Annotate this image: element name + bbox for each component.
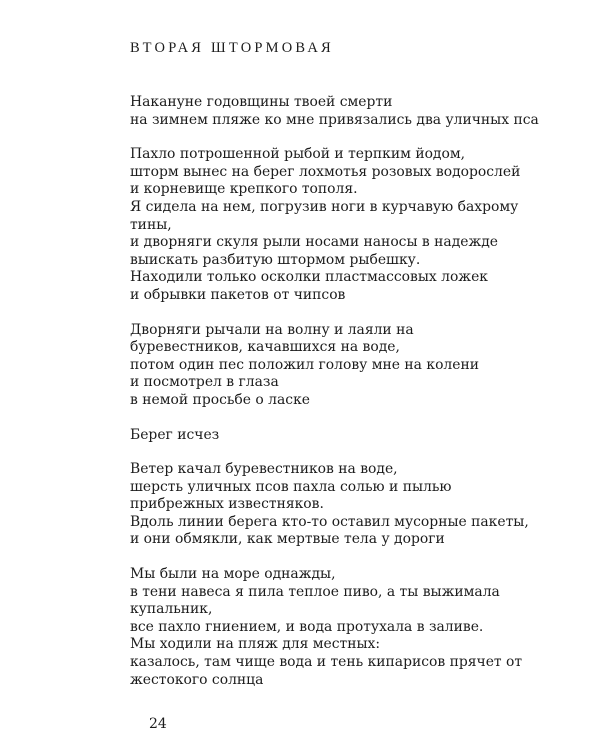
page-number: 24: [149, 716, 167, 732]
poem-line: Дворняги рычали на волну и лаяли на: [130, 321, 414, 338]
poem-line: все пахло гниением, и вода протухала в заливе.: [130, 618, 484, 635]
poem-line: и они обмякли, как мертвые тела у дороги: [130, 531, 445, 548]
poem-line: Ветер качал буревестников на воде,: [130, 461, 398, 478]
poem-line: потом один пес положил голову мне на колени: [130, 356, 479, 373]
poem-line: Берег исчез: [130, 426, 220, 443]
poem-line: в тени навеса я пила теплое пиво, а ты выжимала: [130, 583, 500, 600]
poem-line: купальник,: [130, 601, 213, 618]
poem-line: казалось, там чище вода и тень кипарисов прячет от: [130, 654, 523, 671]
poem-line: шерсть уличных псов пахла солью и пылью: [130, 478, 452, 495]
poem-line: прибрежных известняков.: [130, 496, 324, 513]
poem-line: и корневище крепкого тополя.: [130, 181, 358, 198]
poem-line: Находили только осколки пластмассовых ложек: [130, 269, 488, 286]
poem-body: [130, 94, 580, 706]
poem-line: Вдоль линии берега кто-то оставил мусорные пакеты,: [130, 513, 529, 530]
poem-stanza: [130, 146, 580, 304]
poem-line: Мы были на море однажды,: [130, 566, 336, 583]
poem-line: жестокого солнца: [130, 671, 264, 688]
poem-line: Я сидела на нем, погрузив ноги в курчавую бахрому: [130, 198, 519, 215]
poem-stanza: [130, 94, 580, 129]
poem-line: выискать разбитую штормом рыбешку.: [130, 251, 421, 268]
poem-line: шторм вынес на берег лохмотья розовых водорослей: [130, 163, 521, 180]
poem-line: Накануне годовщины твоей смерти: [130, 94, 393, 110]
poem-line: тины,: [130, 216, 172, 233]
poem-line: на зимнем пляже ко мне привязались два уличных пса: [130, 111, 539, 128]
poem-line: буревестников, качавшихся на воде,: [130, 339, 400, 356]
poem-line: Пахло потрошенной рыбой и терпким йодом,: [130, 146, 466, 163]
poem-line: и посмотрел в глаза: [130, 374, 279, 391]
poem-line: в немой просьбе о ласке: [130, 391, 310, 408]
poem-stanza: [130, 427, 580, 445]
poem-line: и дворняги скуля рыли носами наносы в надежде: [130, 234, 499, 251]
poem-stanza: [130, 566, 580, 689]
poem-title: ВТОРАЯ ШТОРМОВАЯ: [130, 40, 334, 56]
poem-line: и обрывки пакетов от чипсов: [130, 286, 346, 303]
poem-stanza: [130, 322, 580, 410]
poem-line: Мы ходили на пляж для местных:: [130, 636, 381, 653]
poem-stanza: [130, 461, 580, 549]
